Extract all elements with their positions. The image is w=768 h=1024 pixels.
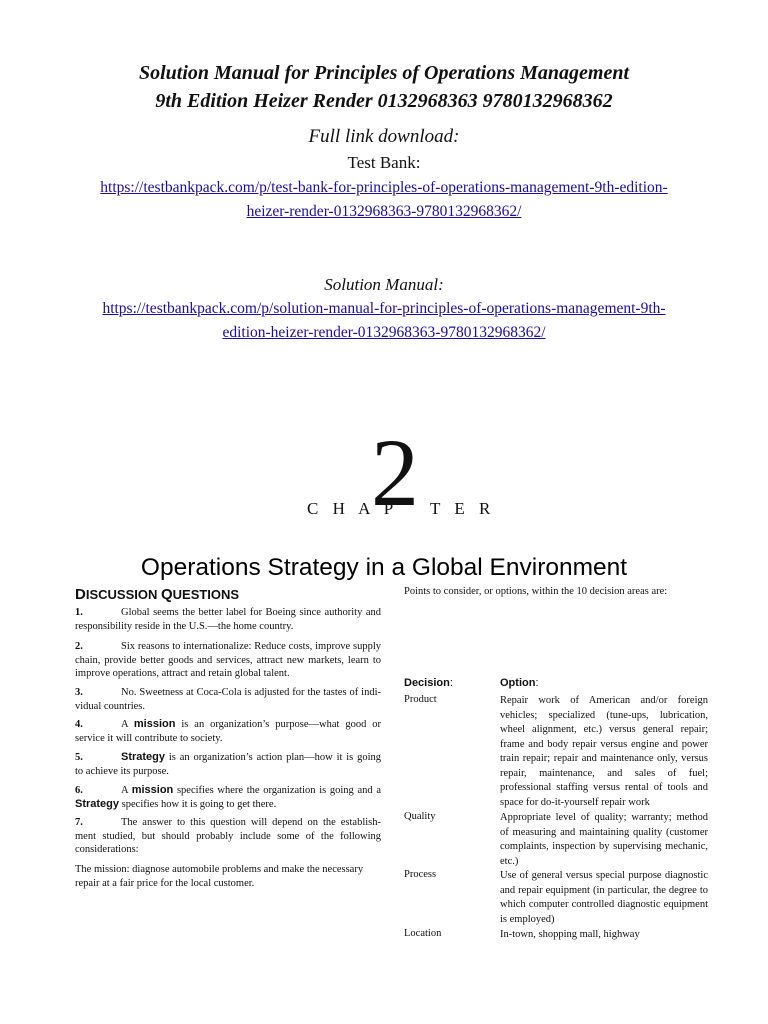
decision-location: Location [404, 928, 442, 939]
question-1: 1. Global seems the better label for Boeing since authority and responsibility reside in the U.S.—the home country. [75, 607, 381, 632]
solution-manual-label: Solution Manual: [324, 275, 444, 294]
test-bank-link-cont[interactable] [0, 203, 768, 221]
full-link-label: Full link download: [308, 126, 460, 147]
option-product: Repair work of American and/or foreign vehicles; specialized (tune-ups, lubrication, wheel alignment, etc.) versus general repair; frame and body repair versus engine and power train repair; repair and maintenance only, versus repair, maintenance, and sales of fuel; professional staffing versus rental of tools and space for do-it-yourself repair work [500, 695, 708, 808]
solution-link-line-2[interactable]: edition-heizer-render-0132968363-9780132968362/ [222, 324, 546, 341]
question-4: 4. A mission is an organization’s purpose—what good or service it will contribute to society. [75, 718, 381, 744]
document-title-line-1: Solution Manual for Principles of Operations Management [138, 62, 630, 84]
option-location: In-town, shopping mall, highway [500, 929, 640, 940]
chapter-number: 2 [371, 419, 419, 526]
decision-product: Product [404, 694, 437, 705]
discussion-questions-heading: DISCUSSION QUESTIONS [75, 586, 240, 603]
question-5: 5. Strategy is an organization’s action plan—how it is going to achieve its purpose. [75, 751, 381, 777]
decision-process: Process [404, 869, 437, 880]
mission-statement: The mission: diagnose automobile problems and make the necessary repair at a fair price for the local customer. [75, 864, 364, 889]
question-2: 2. Six reasons to internationalize: Reduce costs, improve supply chain, provide better goods and services, attract new markets, learn to improve operations, attract and retain global talent. [75, 641, 381, 679]
solution-manual-link[interactable] [0, 300, 768, 318]
mission-keyword: mission [131, 784, 174, 796]
chapter-word-right: T E R [430, 499, 496, 518]
solution-link-line-1[interactable]: https://testbankpack.com/p/solution-manual-for-principles-of-operations-management-9th- [102, 300, 666, 317]
question-7: 7. The answer to this question will depend on the establish- ment studied, but should probably include some of the following considerations: [75, 817, 381, 855]
decision-areas-intro: Points to consider, or options, within the 10 decision areas are: [404, 586, 668, 597]
option-column-header: Option: [500, 677, 539, 689]
test-bank-link[interactable] [0, 179, 768, 197]
strategy-keyword: Strategy [75, 797, 120, 810]
option-process: Use of general versus special purpose diagnostic and repair equipment (in particular, the degree to which computer controlled diagnostic equipment is employed) [500, 870, 708, 925]
mission-keyword: mission [133, 718, 176, 730]
strategy-keyword: Strategy [121, 751, 166, 763]
decision-column-header: Decision: [404, 677, 453, 689]
document-title-line-2: 9th Edition Heizer Render 0132968363 9780132968362 [155, 90, 613, 112]
test-bank-link-line-1[interactable]: https://testbankpack.com/p/test-bank-for-principles-of-operations-management-9th-edition- [100, 179, 668, 196]
option-quality: Appropriate level of quality; warranty; method of measuring and maintaining quality (customer complaints, inspection by supervising mechanic, etc.) [500, 812, 708, 867]
solution-manual-link-cont[interactable] [0, 324, 768, 342]
test-bank-link-line-2[interactable]: heizer-render-0132968363-9780132968362/ [246, 203, 522, 220]
chapter-title: Operations Strategy in a Global Environment [140, 554, 628, 581]
question-3: 3. No. Sweetness at Coca-Cola is adjusted for the tastes of indi- vidual countries. [75, 687, 381, 712]
question-6: 6. A mission specifies where the organization is going and a Strategy specifies how it is going to get there. [75, 784, 381, 810]
test-bank-label: Test Bank: [347, 153, 421, 172]
chapter-word-left: C H A P [307, 499, 399, 518]
decision-quality: Quality [404, 811, 436, 822]
